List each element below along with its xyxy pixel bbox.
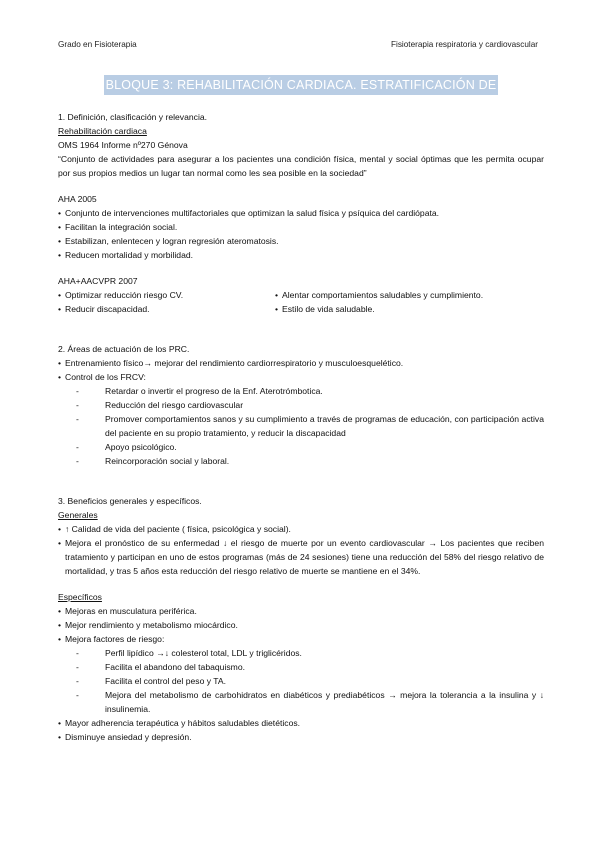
frcv-subitem: - Retardar o invertir el progreso de la Enf. Aterotrómbotica. — [58, 384, 544, 398]
section-1-subheading: Rehabilitación cardiaca — [58, 126, 147, 136]
frcv-subitem: - Promover comportamientos sanos y su cumplimiento a través de programas de educación, con participación activa del paciente en su propio tratamiento, y reducir la discapacidad — [58, 412, 544, 440]
specific-subheading: Específicos — [58, 592, 102, 602]
header-right: Fisioterapia respiratoria y cardiovascular — [391, 40, 538, 49]
aacvpr-item: • Optimizar reducción riesgo CV. — [58, 288, 275, 302]
risk-factor-subitem: - Facilita el control del peso y TA. — [58, 674, 544, 688]
risk-factor-subitem: - Mejora del metabolismo de carbohidratos en diabéticos y prediabéticos → mejora la tolerancia a la insulina y ↓ insulinemia. — [58, 688, 544, 716]
specific-item: • Mayor adherencia terapéutica y hábitos saludables dietéticos. — [58, 716, 544, 730]
block-title-banner: BLOQUE 3: REHABILITACIÓN CARDIACA. ESTRATIFICACIÓN DE LAS ECV. — [104, 75, 498, 95]
section-3-heading: 3. Beneficios generales y específicos. — [58, 496, 202, 506]
section-2-heading: 2. Áreas de actuación de los PRC. — [58, 344, 190, 354]
oms-reference: OMS 1964 Informe nº270 Génova — [58, 140, 188, 150]
aha-label: AHA 2005 — [58, 194, 97, 204]
aha-item: • Reducen mortalidad y morbilidad. — [58, 248, 544, 262]
general-item: • Mejora el pronóstico de su enfermedad ↓ el riesgo de muerte por un evento cardiovascular → Los pacientes que reciben tratamiento y participan en uno de estos programas (más de 24 sesiones) tiene una reducción del 58% del riesgo relativo de mortalidad, y tras 5 años esta reducción del riesgo relativo de muerte se mantiene en el 34%. — [58, 536, 544, 578]
document-body — [58, 110, 544, 744]
specific-item: • Mejoras en musculatura periférica. — [58, 604, 544, 618]
general-subheading: Generales — [58, 510, 98, 520]
aacvpr-label: AHA+AACVPR 2007 — [58, 276, 138, 286]
specific-item: • Mejora factores de riesgo: — [58, 632, 544, 646]
aha-item: • Estabilizan, enlentecen y logran regresión ateromatosis. — [58, 234, 544, 248]
oms-quote: “Conjunto de actividades para asegurar a los pacientes una condición física, mental y social óptimas que les permita ocupar por sus propios medios un lugar tan normal como les sea posible en la sociedad” — [58, 154, 544, 178]
aacvpr-item: • Alentar comportamientos saludables y cumplimiento. — [275, 288, 535, 302]
risk-factor-subitem: - Facilita el abandono del tabaquismo. — [58, 660, 544, 674]
aacvpr-item: • Reducir discapacidad. — [58, 302, 275, 316]
specific-item: • Mejor rendimiento y metabolismo miocárdico. — [58, 618, 544, 632]
frcv-subitem: - Reincorporación social y laboral. — [58, 454, 544, 468]
aha-item: • Conjunto de intervenciones multifactoriales que optimizan la salud física y psíquica del cardiópata. — [58, 206, 544, 220]
general-item: • ↑ Calidad de vida del paciente ( física, psicológica y social). — [58, 522, 544, 536]
aacvpr-columns — [58, 288, 544, 316]
prc-item: • Entrenamiento físico→ mejorar del rendimiento cardiorrespiratorio y musculoesquelético. — [58, 356, 544, 370]
frcv-subitem: - Reducción del riesgo cardiovascular — [58, 398, 544, 412]
specific-item: • Disminuye ansiedad y depresión. — [58, 730, 544, 744]
risk-factor-subitem: - Perfil lipídico →↓ colesterol total, LDL y triglicéridos. — [58, 646, 544, 660]
prc-item: • Control de los FRCV: — [58, 370, 544, 384]
aha-item: • Facilitan la integración social. — [58, 220, 544, 234]
section-1-heading: 1. Definición, clasificación y relevancia. — [58, 112, 208, 122]
frcv-subitem: - Apoyo psicológico. — [58, 440, 544, 454]
header-left: Grado en Fisioterapia — [58, 40, 137, 49]
aacvpr-item: • Estilo de vida saludable. — [275, 302, 535, 316]
